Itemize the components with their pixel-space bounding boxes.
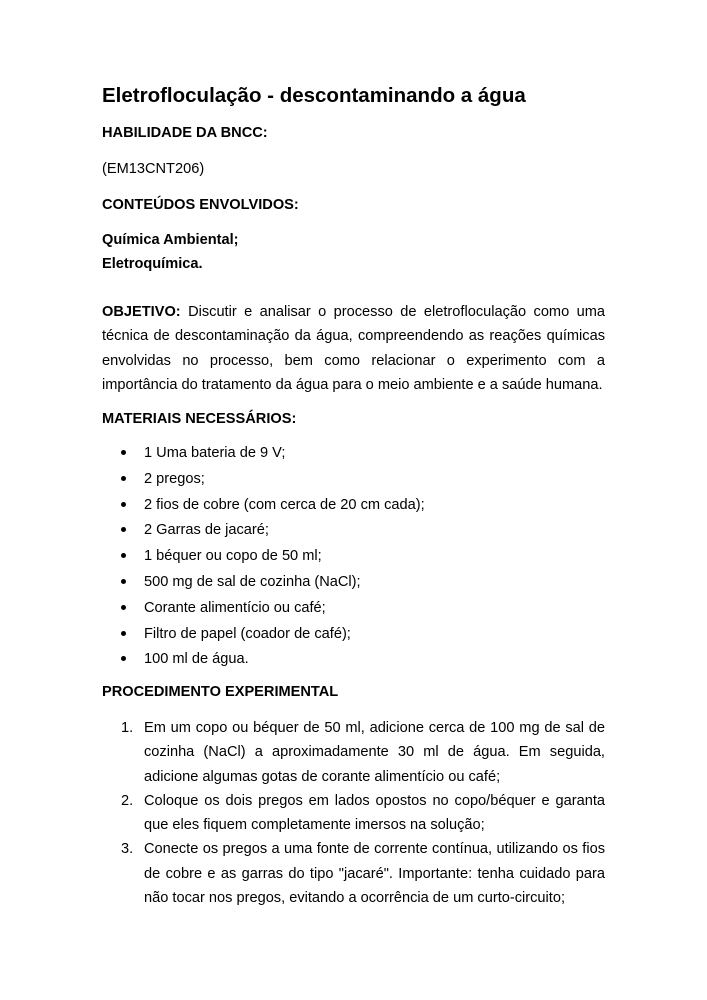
materials-list [102,444,425,676]
procedure-step [102,716,605,789]
step-number: 3. [121,841,134,858]
bullet-icon [121,579,126,584]
materials-item [102,573,425,599]
materials-item-text: Filtro de papel (coador de café); [144,625,351,642]
materials-item [102,599,425,625]
bullet-icon [121,527,126,532]
objective-text: Discutir e analisar o processo de eletrofloculação como uma técnica de descontaminação da água, compreendendo as reações químicas envolvidas no processo, bem como relacionar o experimento com a importância do tratamento da água para o meio ambiente e a saúde humana. [102,304,605,393]
materials-item [102,650,425,676]
step-text: Coloque os dois pregos em lados opostos no copo/béquer e garanta que eles fiquem completamente imersos na solução; [144,792,605,834]
materials-heading: MATERIAIS NECESSÁRIOS: [102,411,297,427]
step-text: Em um copo ou béquer de 50 ml, adicione cerca de 100 mg de sal de cozinha (NaCl) a aproximadamente 30 ml de água. Em seguida, adicione algumas gotas de corante alimentício ou café; [144,720,605,785]
materials-item-text: 2 pregos; [144,470,205,487]
contents-heading: CONTEÚDOS ENVOLVIDOS: [102,197,299,213]
bullet-icon [121,450,126,455]
bullet-icon [121,553,126,558]
materials-item [102,470,425,496]
procedure-step [102,789,605,838]
bullet-icon [121,605,126,610]
bncc-heading: HABILIDADE DA BNCC: [102,125,268,141]
materials-item-text: 2 fios de cobre (com cerca de 20 cm cada); [144,496,425,513]
bullet-icon [121,502,126,507]
materials-item-text: 2 Garras de jacaré; [144,522,269,539]
materials-item [102,521,425,547]
materials-item [102,444,425,470]
procedure-heading: PROCEDIMENTO EXPERIMENTAL [102,684,339,700]
contents-item: Química Ambiental; [102,232,239,248]
contents-item: Eletroquímica. [102,256,203,272]
bullet-icon [121,476,126,481]
objective-paragraph [102,300,605,397]
bullet-icon [121,631,126,636]
procedure-step [102,837,605,910]
bncc-code: (EM13CNT206) [102,161,205,177]
materials-item [102,625,425,651]
materials-item-text: 500 mg de sal de cozinha (NaCl); [144,573,361,590]
step-text: Conecte os pregos a uma fonte de corrente contínua, utilizando os fios de cobre e as garras do tipo "jacaré". Importante: tenha cuidado para não tocar nos pregos, evitando a ocorrência de um curto-circuito; [144,841,605,907]
objective-label: OBJETIVO: [102,304,181,320]
procedure-list [102,716,605,910]
materials-item-text: 1 béquer ou copo de 50 ml; [144,548,322,565]
materials-item-text: 100 ml de água. [144,651,249,668]
materials-item-text: Corante alimentício ou café; [144,599,326,616]
step-number: 1. [121,720,134,736]
step-number: 2. [121,792,134,809]
bullet-icon [121,656,126,661]
document-title: Eletrofloculação - descontaminando a água [102,84,526,107]
materials-item [102,496,425,522]
materials-item-text: 1 Uma bateria de 9 V; [144,445,286,461]
materials-item [102,547,425,573]
